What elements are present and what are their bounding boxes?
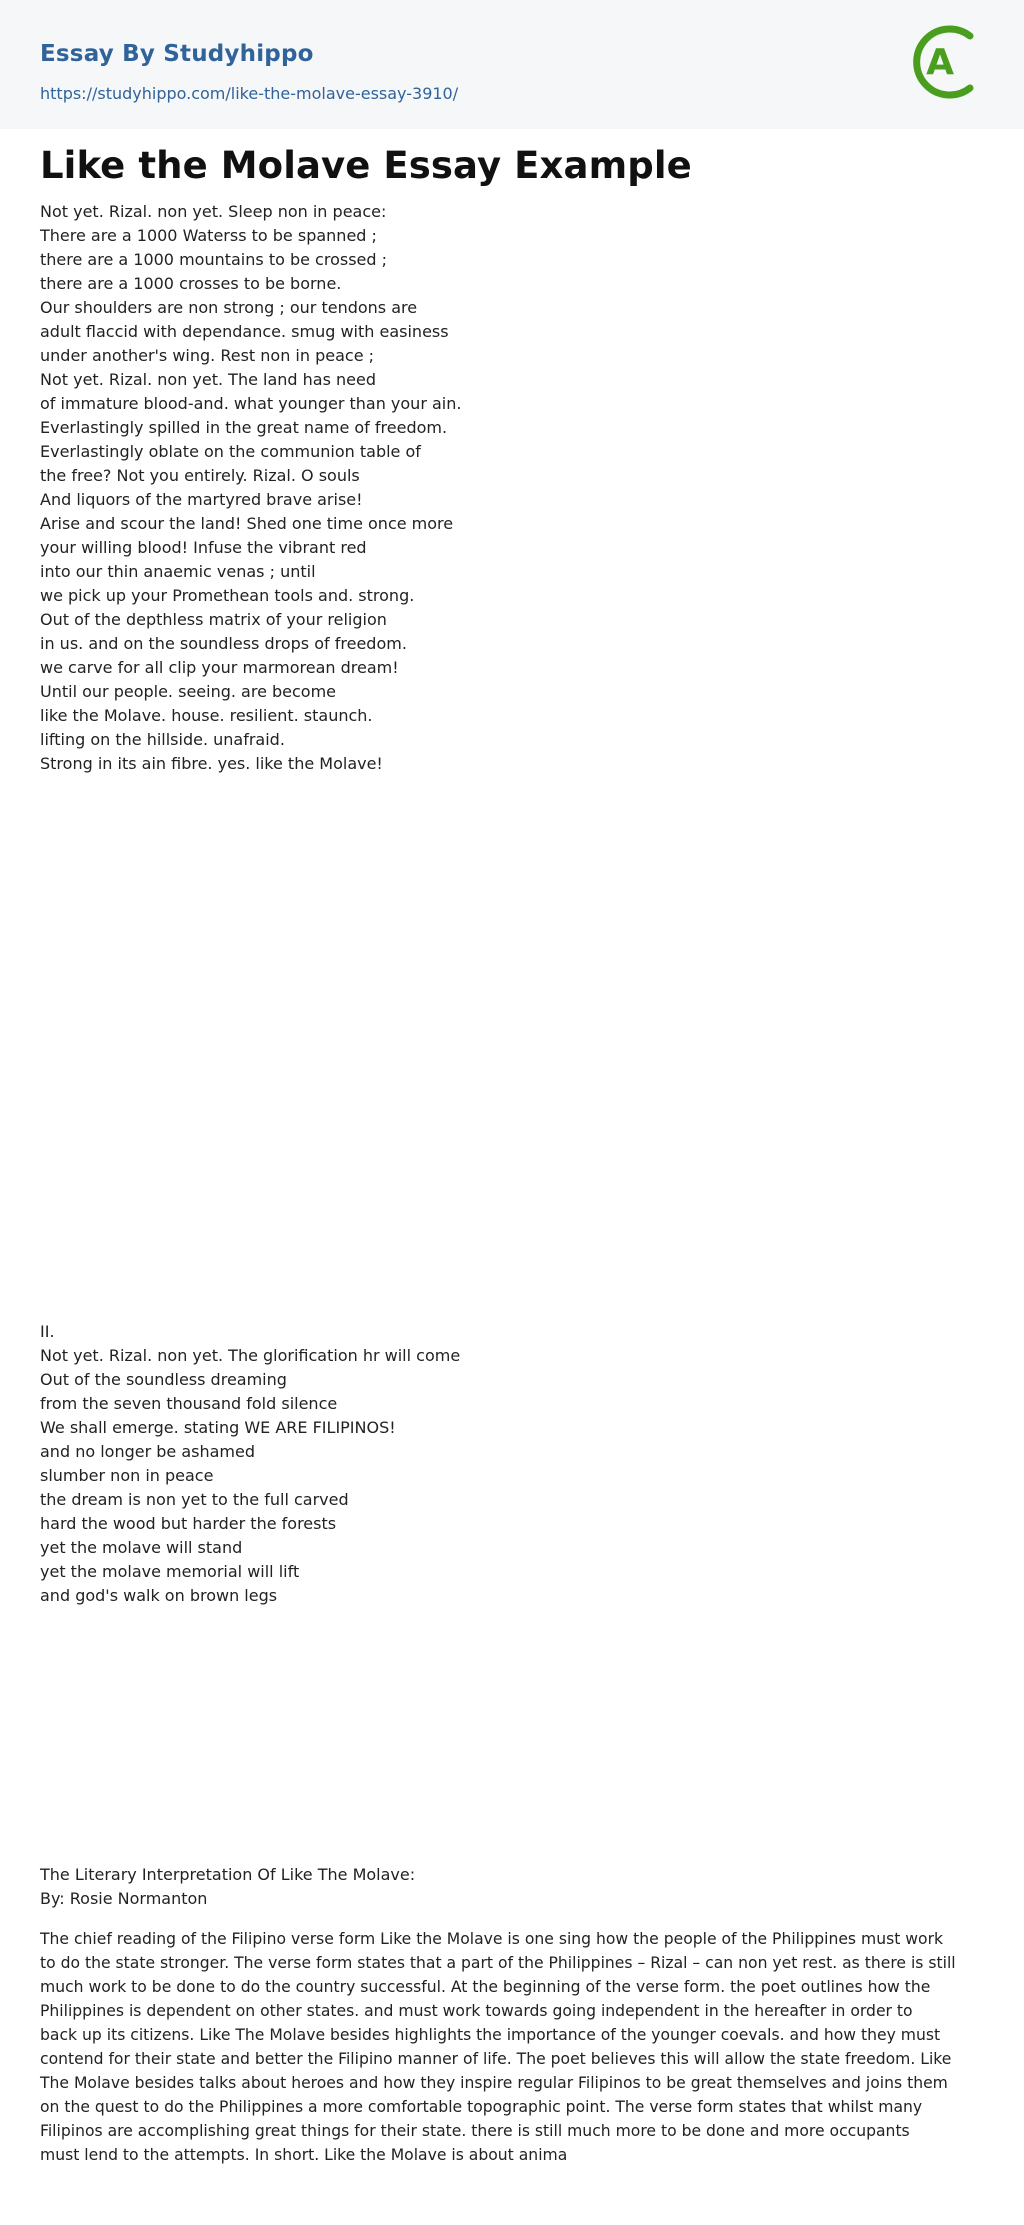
interpretation-paragraph (40, 1927, 990, 2167)
interpretation-header (40, 1863, 415, 1911)
paragraph-line: The Molave besides talks about heroes and how they inspire regular Filipinos to be great themselves and joins them (40, 2074, 948, 2092)
poem-line: we pick up your Promethean tools and. strong. (40, 586, 415, 605)
poem-line: into our thin anaemic venas ; until (40, 562, 316, 581)
interpretation-heading: The Literary Interpretation Of Like The Molave: (40, 1865, 416, 1884)
poem-line: Our shoulders are non strong ; our tendons are (40, 298, 418, 317)
site-header (0, 0, 1024, 129)
poem-line: the free? Not you entirely. Rizal. O souls (40, 466, 360, 485)
poem-line: hard the wood but harder the forests (40, 1514, 337, 1533)
poem-line: slumber non in peace (40, 1466, 214, 1485)
essay-url-link[interactable]: https://studyhippo.com/like-the-molave-essay-3910/ (40, 84, 459, 103)
logo-letter: A (926, 42, 954, 83)
interpretation-byline: By: Rosie Normanton (40, 1889, 208, 1908)
paragraph-line: Philippines is dependent on other states. and must work towards going independent in the hereafter in order to (40, 2002, 913, 2020)
poem-line: of immature blood-and. what younger than your ain. (40, 394, 462, 413)
paragraph-line: on the quest to do the Philippines a more comfortable topographic point. The verse form states that whilst many (40, 2098, 923, 2116)
poem-line: Not yet. Rizal. non yet. Sleep non in peace: (40, 202, 387, 221)
poem-line: yet the molave will stand (40, 1538, 243, 1557)
paragraph-line: Filipinos are accomplishing great things for their state. there is still much more to be done and more occupants (40, 2122, 910, 2140)
poem-line: And liquors of the martyred brave arise! (40, 490, 363, 509)
poem-part-one (40, 200, 461, 776)
poem-part-two (40, 1320, 460, 1608)
poem-line: We shall emerge. stating WE ARE FILIPINOS! (40, 1418, 396, 1437)
poem-line: there are a 1000 mountains to be crossed ; (40, 250, 388, 269)
paragraph-line: must lend to the attempts. In short. Like the Molave is about anima (40, 2146, 568, 2164)
poem-line: Everlastingly oblate on the communion table of (40, 442, 421, 461)
poem-line: Strong in its ain fibre. yes. like the Molave! (40, 754, 383, 773)
poem-line: in us. and on the soundless drops of freedom. (40, 634, 407, 653)
poem-line: and god's walk on brown legs (40, 1586, 278, 1605)
poem-line: Until our people. seeing. are become (40, 682, 337, 701)
poem-line: II. (40, 1322, 55, 1341)
poem-line: there are a 1000 crosses to be borne. (40, 274, 342, 293)
poem-line: your willing blood! Infuse the vibrant red (40, 538, 367, 557)
paragraph-line: much work to be done to do the country successful. At the beginning of the verse form. the poet outlines how the (40, 1978, 931, 1996)
poem-line: and no longer be ashamed (40, 1442, 255, 1461)
poem-line: Out of the soundless dreaming (40, 1370, 287, 1389)
poem-line: from the seven thousand fold silence (40, 1394, 338, 1413)
studyhippo-logo-icon[interactable] (908, 18, 986, 106)
paragraph-line: back up its citizens. Like The Molave besides highlights the importance of the younger coevals. and how they must (40, 2026, 941, 2044)
poem-line: under another's wing. Rest non in peace ; (40, 346, 375, 365)
poem-line: There are a 1000 Waterss to be spanned ; (40, 226, 377, 245)
poem-line: the dream is non yet to the full carved (40, 1490, 349, 1509)
page-title: Like the Molave Essay Example (40, 144, 692, 187)
paragraph-line: to do the state stronger. The verse form states that a part of the Philippines – Rizal – can non yet rest. as there is still (40, 1954, 956, 1972)
poem-line: adult flaccid with dependance. smug with easiness (40, 322, 449, 341)
poem-line: like the Molave. house. resilient. staunch. (40, 706, 373, 725)
poem-line: Everlastingly spilled in the great name of freedom. (40, 418, 448, 437)
poem-line: we carve for all clip your marmorean dream! (40, 658, 399, 677)
poem-line: lifting on the hillside. unafraid. (40, 730, 285, 749)
poem-line: Not yet. Rizal. non yet. The glorification hr will come (40, 1346, 461, 1365)
paragraph-line: contend for their state and better the Filipino manner of life. The poet believes this will allow the state freedom. Like (40, 2050, 952, 2068)
poem-line: Out of the depthless matrix of your religion (40, 610, 387, 629)
poem-line: yet the molave memorial will lift (40, 1562, 300, 1581)
site-brand[interactable]: Essay By Studyhippo (40, 41, 314, 67)
poem-line: Not yet. Rizal. non yet. The land has need (40, 370, 376, 389)
paragraph-line: The chief reading of the Filipino verse form Like the Molave is one sing how the people of the Philippines must work (40, 1930, 944, 1948)
poem-line: Arise and scour the land! Shed one time once more (40, 514, 454, 533)
